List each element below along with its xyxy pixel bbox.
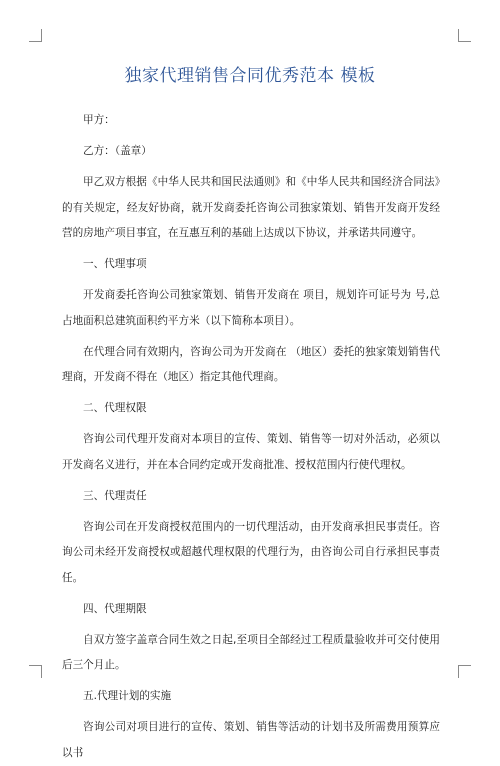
section-1-paragraph-2: 在代理合同有效期内，咨询公司为开发商在 （地区）委托的独家策划销售代理商，开发商不得在（地区）指定其他代理商。 [62,345,440,383]
section-3-paragraph: 咨询公司在开发商授权范围内的一切代理活动，由开发商承担民事责任。咨询公司未经开发商授权或超越代理权限的代理行为，由咨询公司自行承担民事责任。 [62,520,440,584]
crop-mark-bottom-right [458,665,471,678]
crop-mark-top-right [458,29,471,42]
crop-mark-top-left [29,29,42,42]
section-4-paragraph: 自双方签字盖章合同生效之日起,至项目全部经过工程质量验收并可交付使用后三个月止。 [62,633,440,671]
document-title: 独家代理销售合同优秀范本 模板 [124,66,376,86]
section-heading-4: 四、代理期限 [83,602,147,615]
party-b-line: 乙方：（盖章） [83,145,152,157]
party-a-line: 甲方： [83,114,115,126]
section-1-paragraph-1: 开发商委托咨询公司独家策划、销售开发商在 项目，规划许可证号为 号,总占地面积总建筑面积约平方米（以下简称本项目）。 [62,289,440,327]
section-heading-5: 五.代理计划的实施 [83,690,172,702]
section-heading-2: 二、代理权限 [83,402,147,414]
section-heading-3: 三、代理责任 [83,489,147,502]
document-body [62,108,440,766]
section-5-paragraph: 咨询公司对项目进行的宣传、策划、销售等活动的计划书及所需费用预算应以书 [62,721,440,759]
preamble-paragraph: 甲乙双方根据《中华人民共和国民法通则》和《中华人民共和国经济合同法》的有关规定，经友好协商，就开发商委托咨询公司独家策划、销售开发商开发经营的房地产项目事宜，在互惠互利的基础上达成以下协议，并承诺共同遵守。 [62,176,440,239]
section-heading-1: 一、代理事项 [83,258,147,270]
section-2-paragraph: 咨询公司代理开发商对本项目的宣传、策划、销售等一切对外活动，必须以开发商名义进行，并在本合同约定或开发商批准、授权范围内行使代理权。 [62,433,440,471]
crop-mark-bottom-left [29,665,42,678]
